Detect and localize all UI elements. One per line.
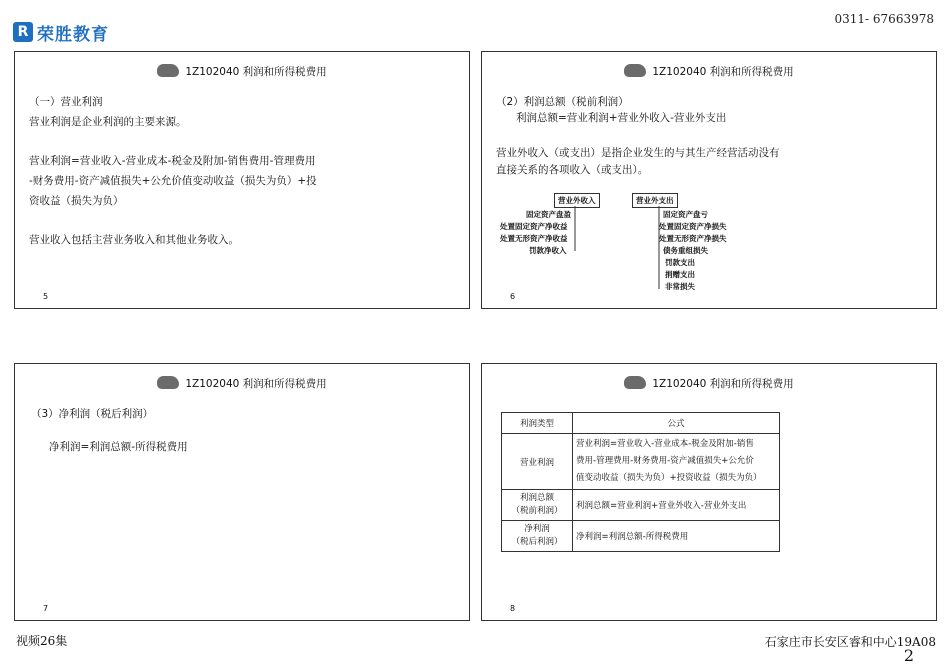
slide-title: 1Z102040 利润和所得税费用 xyxy=(15,376,469,391)
slide-text: 营业收入包括主营业务收入和其他业务收入。 xyxy=(29,234,239,246)
table-cell: 净利润=利润总额-所得税费用 xyxy=(573,521,780,552)
expense-item: 罚款支出 xyxy=(665,258,695,267)
expense-item: 处置无形资产净损失 xyxy=(659,234,727,243)
cloud-icon xyxy=(624,376,646,389)
table-header: 利润类型 xyxy=(502,413,573,434)
expense-item: 固定资产盘亏 xyxy=(663,210,708,219)
income-item: 罚款净收入 xyxy=(529,246,567,255)
slide-title: 1Z102040 利润和所得税费用 xyxy=(482,376,936,391)
table-cell: 净利润 （税后利润） xyxy=(502,521,573,552)
slide-text: 资收益（损失为负） xyxy=(29,195,124,207)
income-item: 处置固定资产净收益 xyxy=(500,222,568,231)
slide-text: 营业利润=营业收入-营业成本-税金及附加-销售费用-管理费用 xyxy=(29,155,316,167)
phone-number: 0311- 67663978 xyxy=(834,12,934,26)
income-head: 营业外收入 xyxy=(554,193,600,208)
footer-page-number: 2 xyxy=(903,646,914,665)
expense-head: 营业外支出 xyxy=(632,193,678,208)
table-row xyxy=(502,434,780,490)
table-header: 公式 xyxy=(573,413,780,434)
slide-6 xyxy=(481,51,937,309)
slide-page-number: 6 xyxy=(510,292,516,301)
slide-5 xyxy=(14,51,470,309)
slide-7 xyxy=(14,363,470,621)
slide-8 xyxy=(481,363,937,621)
slide-page-number: 7 xyxy=(43,604,49,613)
cloud-icon xyxy=(157,64,179,77)
slide-text: （3）净利润（税后利润） xyxy=(31,408,154,420)
table-row xyxy=(502,521,780,552)
table-cell: 利润总额=营业利润+营业外收入-营业外支出 xyxy=(573,490,780,521)
table-cell: 营业利润=营业收入-营业成本-税金及附加-销售 费用-管理费用-财务费用-资产减值损失+公允价 值变动收益（损失为负）+投资收益（损失为负） xyxy=(573,434,780,490)
logo-icon: R xyxy=(13,22,33,42)
slide-text: 营业外收入（或支出）是指企业发生的与其生产经营活动没有 xyxy=(496,147,780,159)
income-item: 固定资产盘盈 xyxy=(526,210,571,219)
expense-item: 处置固定资产净损失 xyxy=(659,222,727,231)
slide-text: （一）营业利润 xyxy=(29,96,103,108)
expense-item: 捐赠支出 xyxy=(665,270,695,279)
slide-title: 1Z102040 利润和所得税费用 xyxy=(482,64,936,79)
slide-title: 1Z102040 利润和所得税费用 xyxy=(15,64,469,79)
cloud-icon xyxy=(157,376,179,389)
slide-page-number: 8 xyxy=(510,604,516,613)
slide-text: 利润总额=营业利润+营业外收入-营业外支出 xyxy=(516,112,727,124)
expense-item: 债务重组损失 xyxy=(663,246,708,255)
table-cell: 营业利润 xyxy=(502,434,573,490)
table-header-row xyxy=(502,413,780,434)
profit-formula-table xyxy=(501,412,780,552)
logo-text: 荣胜教育 xyxy=(37,24,109,45)
diagram-connectors xyxy=(482,52,936,308)
slide-page-number: 5 xyxy=(43,292,49,301)
brand-logo xyxy=(13,20,109,44)
table-row xyxy=(502,490,780,521)
income-item: 处置无形资产净收益 xyxy=(500,234,568,243)
slide-text: -财务费用-资产减值损失+公允价值变动收益（损失为负）+投 xyxy=(29,175,317,187)
slide-text: 直接关系的各项收入（或支出）。 xyxy=(496,164,649,176)
table-cell: 利润总额 （税前利润） xyxy=(502,490,573,521)
expense-item: 非常损失 xyxy=(665,282,695,291)
slide-text: 营业利润是企业利润的主要来源。 xyxy=(29,116,187,128)
footer-video-label: 视频26集 xyxy=(16,634,68,648)
footer-address: 石家庄市长安区睿和中心19A08 xyxy=(764,635,936,649)
slide-text: （2）利润总额（税前利润） xyxy=(496,96,629,108)
slide-text: 净利润=利润总额-所得税费用 xyxy=(49,441,188,453)
